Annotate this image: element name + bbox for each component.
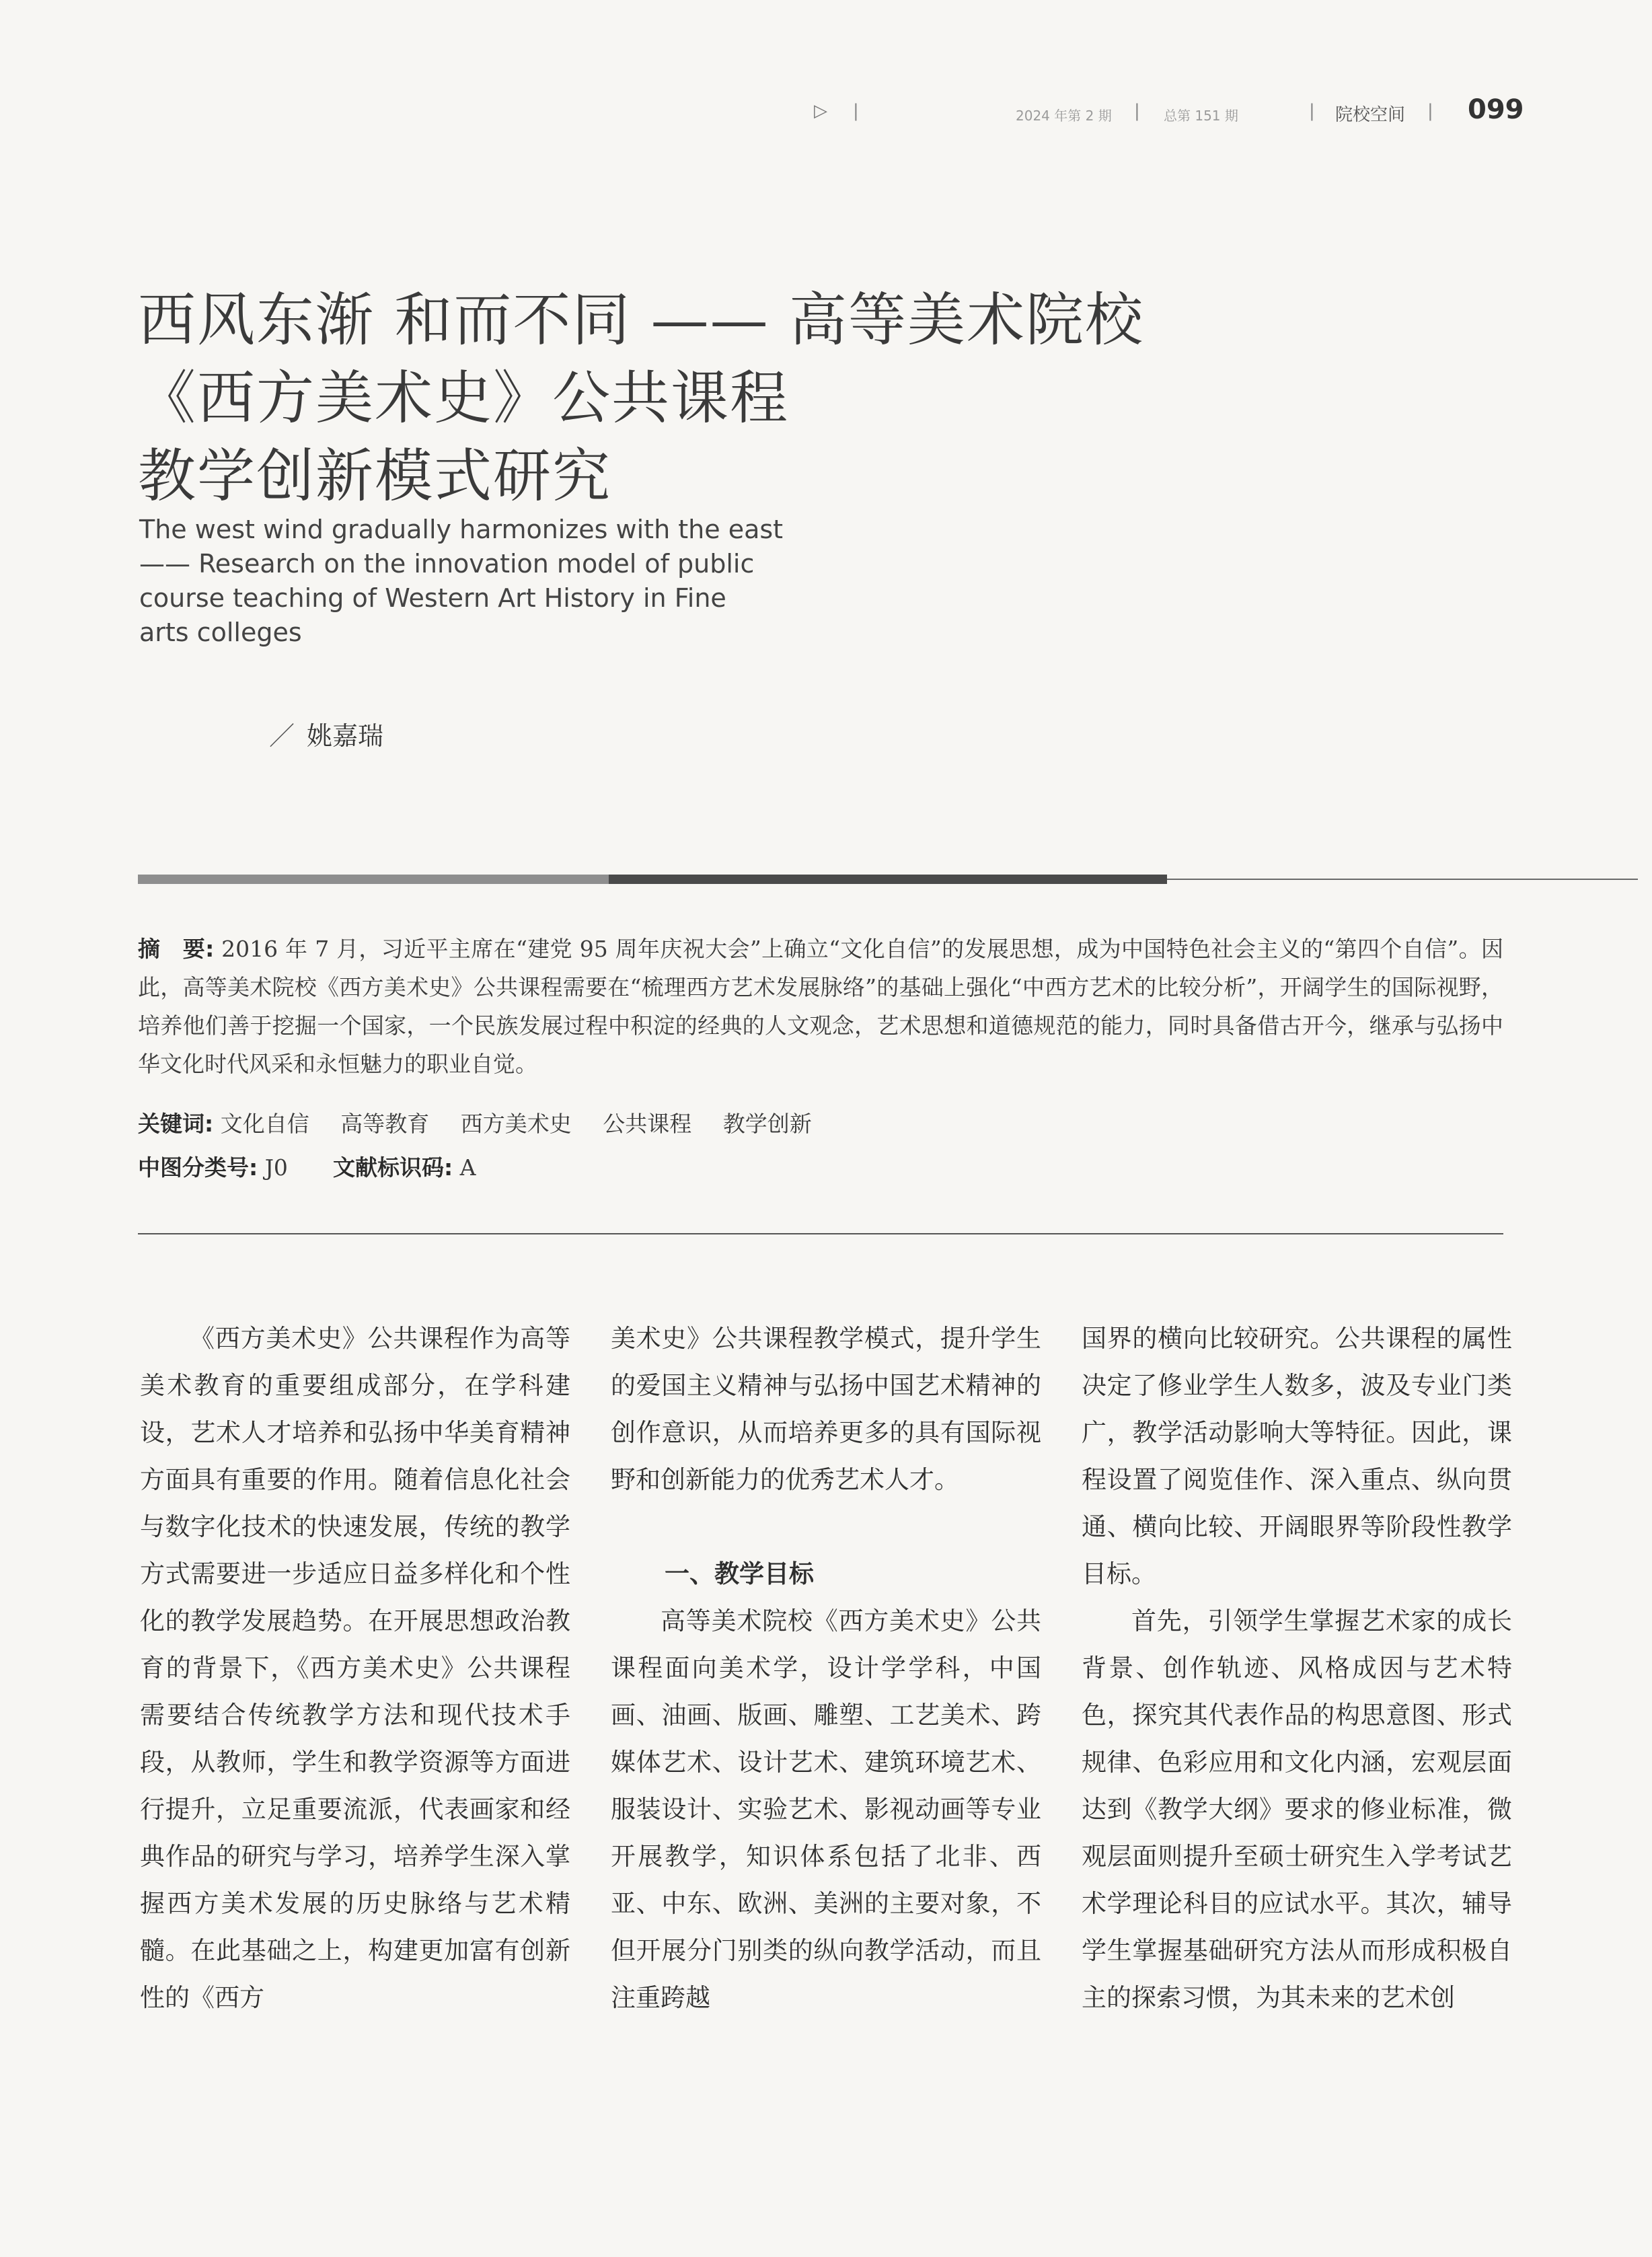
doc-code-value: A [459,1154,476,1181]
abstract-text: 2016 年 7 月，习近平主席在“建党 95 周年庆祝大会”上确立“文化自信”的发展思想，成为中国特色社会主义的“第四个自信”。因此，高等美术院校《西方美术史》公共课程需要在“梳理西方艺术发展脉络”的基础上强化“中西方艺术的比较分析”，开阔学生的国际视野，培养他们善于挖掘一个国家，一个民族发展过程中积淀的经典的人文观念，艺术思想和道德规范的能力，同时具备借古开今，继承与弘扬中华文化时代风采和永恒魅力的职业自觉。 [138,936,1503,1077]
article-title-en [139,513,785,650]
body-paragraph: 高等美术院校《西方美术史》公共课程面向美术学，设计学学科，中国画、油画、版画、雕塑、工艺美术、跨媒体艺术、设计艺术、建筑环境艺术、服装设计、实验艺术、影视动画等专业开展教学，知识体系包括了北非、西亚、中东、欧洲、美洲的主要对象，不但开展分门别类的纵向教学活动，而且注重跨越 [611,1606,1041,2012]
header-divider: | [1309,101,1315,121]
header-divider: | [1427,101,1433,121]
page-number: 099 [1468,94,1524,125]
keyword: 文化自信 [220,1111,309,1137]
title-divider-bar [138,873,1503,884]
section-name: 院校空间 [1335,105,1406,125]
title-en-line: course teaching of Western Art History in Fine [139,583,726,613]
body-column-1 [140,1315,570,2022]
header-divider: | [853,101,859,121]
title-en-line: —— Research on the innovation model of public [139,549,755,579]
title-en-line: The west wind gradually harmonizes with the east [139,515,784,544]
abstract [138,930,1503,1083]
keywords-label: 关键词: [138,1111,214,1137]
title-zh-line: 《西方美术史》公共课程 [138,365,789,432]
body-column-2 [611,1315,1041,2022]
keyword: 教学创新 [722,1111,812,1137]
body-paragraph: 首先，引领学生掌握艺术家的成长背景、创作轨迹、风格成因与艺术特色，探究其代表作品的构思意图、形式规律、色彩应用和文化内涵，宏观层面达到《教学大纲》要求的修业标准，微观层面则提升至硕士研究生入学考试艺术学理论科目的应试水平。其次，辅导学生掌握基础研究方法从而形成积极自主的探索习惯，为其未来的艺术创 [1082,1606,1512,2012]
header-divider: | [1134,101,1140,121]
slash-icon: ／ [269,721,295,751]
body-paragraph: 美术史》公共课程教学模式，提升学生的爱国主义精神与弘扬中国艺术精神的创作意识，从而培养更多的具有国际视野和创新能力的优秀艺术人才。 [611,1324,1041,1494]
total-issue-number: 总第 151 期 [1164,108,1238,124]
body-paragraph: 国界的横向比较研究。公共课程的属性决定了修业学生人数多，波及专业门类广，教学活动影响大等特征。因此，课程设置了阅览佳作、深入重点、纵向贯通、横向比较、开阔眼界等阶段性教学目标。 [1082,1324,1512,1588]
doc-code-label: 文献标识码: [332,1154,453,1181]
body-paragraph: 《西方美术史》公共课程作为高等美术教育的重要组成部分，在学科建设，艺术人才培养和弘扬中华美育精神方面具有重要的作用。随着信息化社会与数字化技术的快速发展，传统的教学方式需要进一步适应日益多样化和个性化的教学发展趋势。在开展思想政治教育的背景下，《西方美术史》公共课程需要结合传统教学方法和现代技术手段，从教师，学生和教学资源等方面进行提升，立足重要流派，代表画家和经典作品的研究与学习，培养学生深入掌握西方美术发展的历史脉络与艺术精髓。在此基础之上，构建更加富有创新性的《西方 [140,1324,570,2012]
issue-number: 2024 年第 2 期 [1016,108,1112,124]
play-icon: ▷ [814,101,827,121]
body-column-3 [1082,1315,1512,2022]
keyword: 高等教育 [340,1111,430,1137]
keyword: 公共课程 [603,1111,692,1137]
keywords [138,1107,836,1138]
clc-value: J0 [264,1154,288,1181]
title-zh-line: 教学创新模式研究 [138,443,611,510]
running-header [807,94,1524,128]
author-name: 姚嘉瑞 [307,721,384,751]
article-title-zh [138,281,1214,515]
abstract-divider [138,1233,1503,1234]
keyword: 西方美术史 [460,1111,572,1137]
abstract-label: 摘 要: [138,936,215,962]
classification-codes [138,1150,476,1182]
clc-label: 中图分类号: [138,1154,258,1181]
author-byline [269,715,383,752]
title-zh-line: 西风东渐 和而不同 —— 高等美术院校 [138,287,1145,354]
section-heading: 一、教学目标 [665,1559,814,1588]
title-en-line: arts colleges [139,618,302,647]
